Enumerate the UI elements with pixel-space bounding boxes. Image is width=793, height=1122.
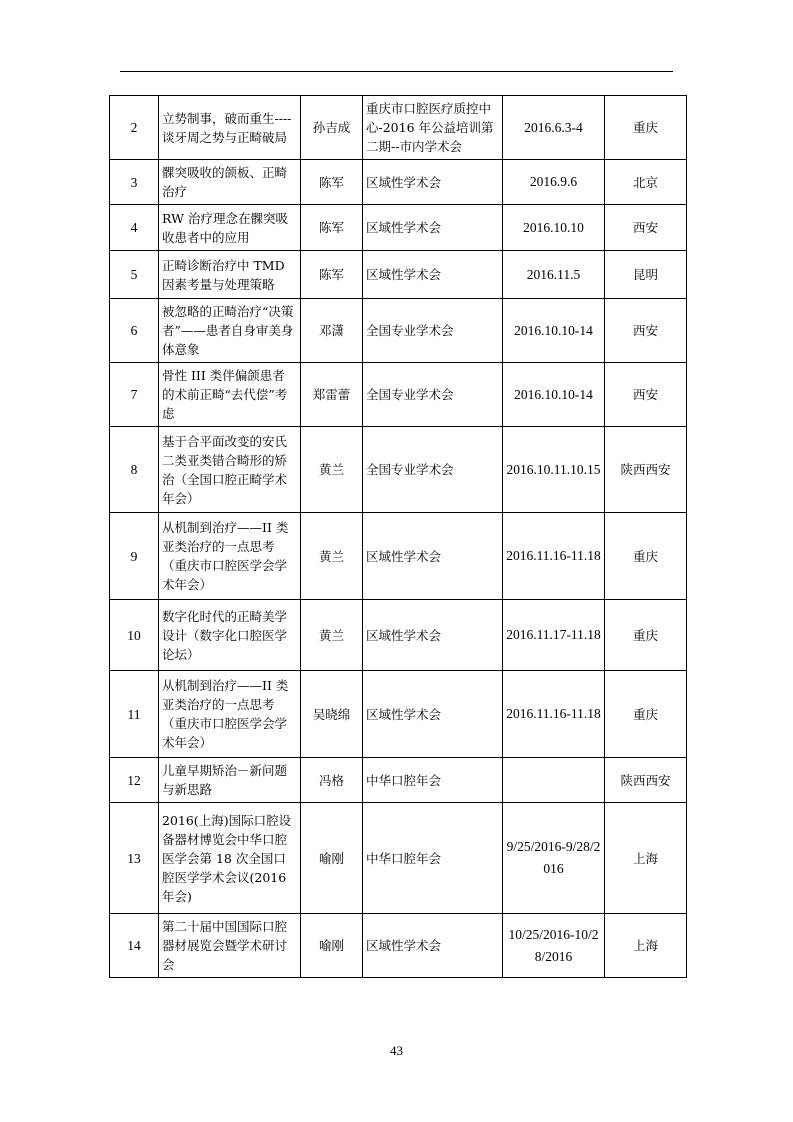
table-row	[110, 600, 687, 671]
row-number: 11	[110, 671, 159, 758]
report-title: 被忽略的正畸治疗“决策者”——患者自身审美身体意象	[159, 299, 301, 363]
meeting-place: 昆明	[605, 251, 687, 299]
meeting-date: 2016.11.5	[503, 251, 605, 299]
meeting-place: 重庆	[605, 671, 687, 758]
reporter-name: 喻刚	[301, 803, 363, 914]
report-title: 基于合平面改变的安氏二类亚类错合畸形的矫治（全国口腔正畸学术年会）	[159, 427, 301, 513]
meeting-name: 全国专业学术会	[363, 427, 503, 513]
meeting-place: 上海	[605, 803, 687, 914]
meeting-place: 西安	[605, 363, 687, 427]
meeting-place: 西安	[605, 205, 687, 251]
meeting-date: 2016.11.17-11.18	[503, 600, 605, 671]
meeting-name: 中华口腔年会	[363, 758, 503, 803]
meeting-name: 区域性学术会	[363, 600, 503, 671]
reporter-name: 黄兰	[301, 513, 363, 600]
table-row	[110, 758, 687, 803]
reporter-name: 陈军	[301, 251, 363, 299]
report-title: 从机制到治疗——II 类亚类治疗的一点思考（重庆市口腔医学会学术年会）	[159, 671, 301, 758]
reporter-name: 吴晓绵	[301, 671, 363, 758]
meeting-name: 全国专业学术会	[363, 299, 503, 363]
report-title: 骨性 III 类伴偏颌患者的术前正畸“去代偿”考虑	[159, 363, 301, 427]
meeting-name: 区域性学术会	[363, 513, 503, 600]
reporter-name: 黄兰	[301, 600, 363, 671]
meeting-date: 10/25/2016-10/28/2016	[503, 914, 605, 978]
table-row	[110, 513, 687, 600]
meeting-name: 区域性学术会	[363, 914, 503, 978]
meeting-date: 2016.10.10-14	[503, 363, 605, 427]
reporter-name: 邓潇	[301, 299, 363, 363]
meeting-date: 2016.11.16-11.18	[503, 513, 605, 600]
meeting-name: 区域性学术会	[363, 160, 503, 205]
meeting-date	[503, 758, 605, 803]
table-row	[110, 914, 687, 978]
row-number: 7	[110, 363, 159, 427]
academic-report-table	[109, 95, 687, 978]
row-number: 3	[110, 160, 159, 205]
meeting-place: 上海	[605, 914, 687, 978]
row-number: 10	[110, 600, 159, 671]
meeting-name: 区域性学术会	[363, 671, 503, 758]
meeting-place: 陕西西安	[605, 758, 687, 803]
meeting-date: 2016.9.6	[503, 160, 605, 205]
reporter-name: 喻刚	[301, 914, 363, 978]
report-title: 第二十届中国国际口腔器材展览会暨学术研讨会	[159, 914, 301, 978]
reporter-name: 陈军	[301, 160, 363, 205]
meeting-place: 重庆	[605, 513, 687, 600]
meeting-date: 2016.10.11.10.15	[503, 427, 605, 513]
row-number: 5	[110, 251, 159, 299]
table-row	[110, 251, 687, 299]
row-number: 6	[110, 299, 159, 363]
table-body	[110, 96, 687, 978]
meeting-place: 陕西西安	[605, 427, 687, 513]
header-rule	[120, 71, 673, 72]
reporter-name: 孙吉成	[301, 96, 363, 160]
row-number: 12	[110, 758, 159, 803]
meeting-place: 西安	[605, 299, 687, 363]
page-number: 43	[390, 1043, 403, 1058]
report-title: 髁突吸收的颌板、正畸治疗	[159, 160, 301, 205]
meeting-date: 2016.10.10-14	[503, 299, 605, 363]
table-row	[110, 160, 687, 205]
row-number: 14	[110, 914, 159, 978]
table-row	[110, 671, 687, 758]
report-title: 数字化时代的正畸美学设计（数字化口腔医学论坛）	[159, 600, 301, 671]
report-title: 正畸诊断治疗中 TMD 因素考量与处理策略	[159, 251, 301, 299]
row-number: 9	[110, 513, 159, 600]
report-title: 从机制到治疗——II 类亚类治疗的一点思考（重庆市口腔医学会学术年会）	[159, 513, 301, 600]
meeting-place: 北京	[605, 160, 687, 205]
report-title: 儿童早期矫治－新问题与新思路	[159, 758, 301, 803]
meeting-place: 重庆	[605, 96, 687, 160]
meeting-date: 2016.11.16-11.18	[503, 671, 605, 758]
table-row	[110, 803, 687, 914]
reporter-name: 黄兰	[301, 427, 363, 513]
meeting-name: 中华口腔年会	[363, 803, 503, 914]
meeting-place: 重庆	[605, 600, 687, 671]
row-number: 4	[110, 205, 159, 251]
table-row	[110, 205, 687, 251]
meeting-name: 重庆市口腔医疗质控中心-2016 年公益培训第二期--市内学术会	[363, 96, 503, 160]
meeting-date: 2016.10.10	[503, 205, 605, 251]
meeting-date: 2016.6.3-4	[503, 96, 605, 160]
reporter-name: 冯格	[301, 758, 363, 803]
table-row	[110, 363, 687, 427]
row-number: 2	[110, 96, 159, 160]
meeting-name: 全国专业学术会	[363, 363, 503, 427]
row-number: 8	[110, 427, 159, 513]
report-title: 2016(上海)国际口腔设备器材博览会中华口腔医学会第 18 次全国口腔医学学术会议(2016 年会)	[159, 803, 301, 914]
report-title: 立势制事，破而重生----谈牙周之势与正畸破局	[159, 96, 301, 160]
reporter-name: 陈军	[301, 205, 363, 251]
meeting-name: 区域性学术会	[363, 205, 503, 251]
table-row	[110, 427, 687, 513]
report-title: RW 治疗理念在髁突吸收患者中的应用	[159, 205, 301, 251]
meeting-date: 9/25/2016-9/28/2016	[503, 803, 605, 914]
meeting-name: 区域性学术会	[363, 251, 503, 299]
table-row	[110, 299, 687, 363]
reporter-name: 郑雷蕾	[301, 363, 363, 427]
table-row	[110, 96, 687, 160]
row-number: 13	[110, 803, 159, 914]
